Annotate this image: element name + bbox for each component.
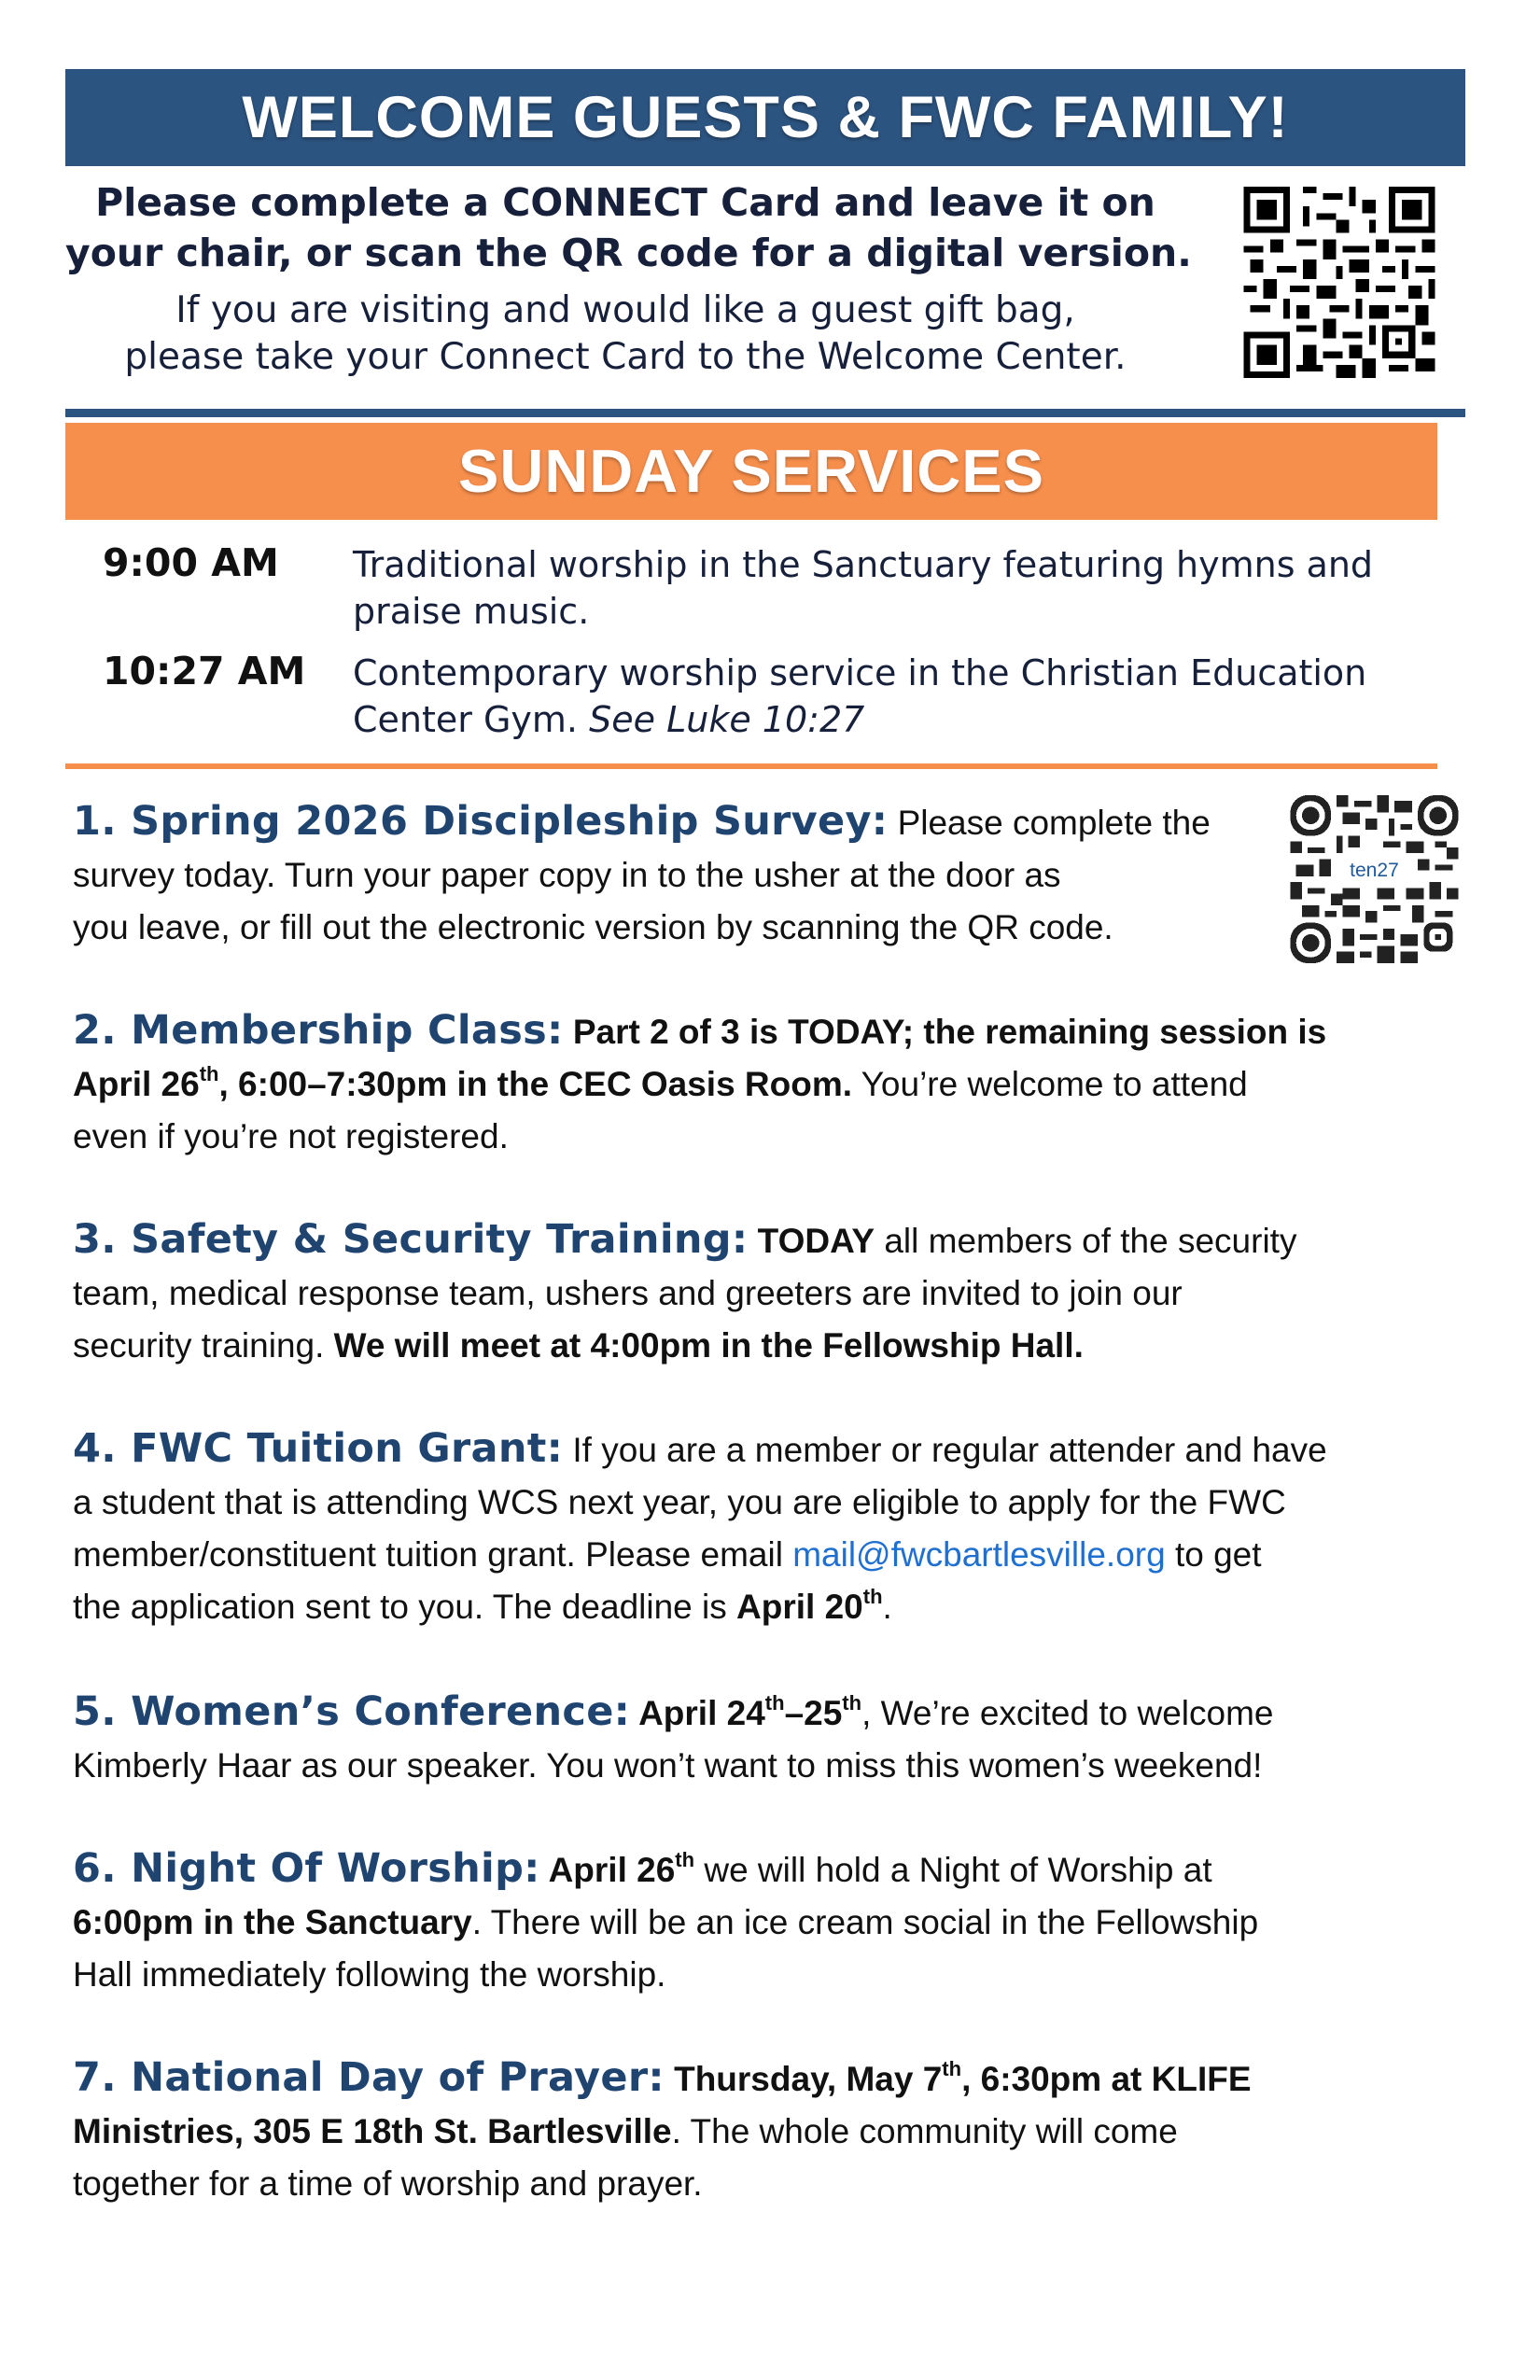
welcome-banner-title: WELCOME GUESTS & FWC FAMILY!: [65, 69, 1465, 166]
announcement-7-bold-3: Ministries, 305 E 18th St. Bartlesville: [73, 2112, 672, 2150]
announcement-6-text-1: we will hold a Night of Worship at: [694, 1851, 1212, 1889]
announcement-3-text-1: all members of the security: [875, 1222, 1297, 1260]
announcement-4-bold-1: April 20: [736, 1588, 863, 1626]
announcement-4-heading: 4. FWC Tuition Grant:: [73, 1425, 564, 1472]
connect-card-instructions: [65, 177, 1192, 381]
service-time-2: 10:27 AM: [103, 649, 306, 693]
announcement-2-text-1: You’re welcome to attend: [852, 1065, 1248, 1103]
announcement-7-heading: 7. National Day of Prayer:: [73, 2054, 665, 2101]
connect-line-2a: If you are visiting and would like a guest gift bag,: [175, 289, 1075, 331]
announcement-6-heading: 6. Night Of Worship:: [73, 1845, 540, 1892]
announcement-7-bold-1: Thursday, May 7: [664, 2060, 943, 2098]
announcement-6-bold-1: April 26: [539, 1851, 676, 1889]
announcement-5-bold-1: April 24: [630, 1694, 765, 1732]
announcement-2-bold-1: Part 2 of 3 is TODAY; the remaining session is: [572, 1013, 1327, 1051]
announcement-1-line-3: you leave, or fill out the electronic version by scanning the QR code.: [73, 908, 1113, 946]
announcement-2-heading: 2. Membership Class:: [73, 1007, 564, 1054]
announcement-5-sup-2: th: [842, 1691, 862, 1715]
service-desc-2-scripture: See Luke 10:27: [589, 699, 865, 740]
announcement-7-bold-2: , 6:30pm at KLIFE: [961, 2060, 1252, 2098]
announcement-6: [73, 1842, 1258, 2001]
announcement-1: [73, 795, 1211, 954]
announcement-2-bold-2: April 26: [73, 1065, 200, 1103]
announcement-7-text-1: . The whole community will come: [671, 2112, 1178, 2150]
announcement-3-text-3: security training.: [73, 1326, 334, 1365]
announcement-5-sup-1: th: [764, 1691, 785, 1715]
announcement-4-sup: th: [862, 1585, 883, 1608]
announcement-4-text-3: member/constituent tuition grant. Please email: [73, 1535, 793, 1574]
announcement-3-text-2: team, medical response team, ushers and greeters are invited to join our: [73, 1274, 1183, 1312]
announcement-3-bold-1: TODAY: [757, 1222, 875, 1260]
announcement-6-text-2: . There will be an ice cream social in the Fellowship: [471, 1903, 1259, 1941]
announcement-3-bold-2: We will meet at 4:00pm in the Fellowship Hall.: [333, 1326, 1084, 1365]
service-desc-1: Traditional worship in the Sanctuary featuring hymns and praise music.: [353, 544, 1374, 632]
survey-qr-label: ten27: [1350, 859, 1399, 881]
announcement-7-sup: th: [942, 2057, 962, 2080]
announcement-6-text-3: Hall immediately following the worship.: [73, 1955, 666, 1994]
announcement-5-bold-2: –25: [784, 1694, 843, 1732]
announcement-7-text-2: together for a time of worship and prayer.: [73, 2164, 703, 2203]
announcement-3-heading: 3. Safety & Security Training:: [73, 1216, 749, 1263]
announcement-1-heading: 1. Spring 2026 Discipleship Survey:: [73, 798, 889, 845]
service-desc-2-text: Contemporary worship service in the Christian Education Center Gym.: [353, 652, 1367, 740]
announcement-2-bold-3: , 6:00–7:30pm in the CEC Oasis Room.: [218, 1065, 853, 1103]
announcement-4-text-2: a student that is attending WCS next year, you are eligible to apply for the FWC: [73, 1483, 1286, 1521]
announcement-7: [73, 2051, 1252, 2210]
sunday-services-title: SUNDAY SERVICES: [65, 423, 1437, 520]
announcement-1-line-2: survey today. Turn your paper copy in to the usher at the door as: [73, 856, 1061, 894]
announcement-2-sup: th: [199, 1062, 219, 1085]
announcement-6-bold-2: 6:00pm in the Sanctuary: [73, 1903, 472, 1941]
announcement-4-text-4: to get: [1165, 1535, 1262, 1574]
announcement-4-text-5: the application sent to you. The deadline is: [73, 1588, 737, 1626]
announcement-6-sup: th: [675, 1848, 695, 1871]
service-desc-2: [353, 650, 1445, 743]
connect-line-1a: Please complete a CONNECT Card and leave it on: [95, 180, 1155, 225]
connect-card-qr-icon[interactable]: [1241, 187, 1437, 378]
announcement-5-heading: 5. Women’s Conference:: [73, 1688, 631, 1735]
announcement-2-text-2: even if you’re not registered.: [73, 1117, 509, 1155]
service-time-1: 9:00 AM: [103, 540, 279, 585]
announcement-5-text-1: , We’re excited to welcome: [861, 1694, 1274, 1732]
announcement-4-text-1: If you are a member or regular attender and have: [563, 1431, 1327, 1469]
announcement-2: [73, 1004, 1326, 1163]
announcement-1-line-1: Please complete the: [897, 804, 1211, 842]
survey-qr-icon[interactable]: [1288, 795, 1461, 963]
announcement-4-text-6: .: [882, 1588, 892, 1626]
orange-divider: [65, 763, 1437, 769]
connect-line-1b: your chair, or scan the QR code for a digital version.: [65, 231, 1192, 275]
blue-divider: [65, 409, 1465, 417]
announcement-5: [73, 1686, 1274, 1792]
announcement-4: [73, 1422, 1327, 1633]
announcement-5-text-2: Kimberly Haar as our speaker. You won’t want to miss this women’s weekend!: [73, 1746, 1263, 1785]
announcement-3: [73, 1213, 1296, 1372]
email-link[interactable]: mail@fwcbartlesville.org: [792, 1535, 1166, 1574]
connect-line-2b: please take your Connect Card to the Welcome Center.: [124, 336, 1127, 378]
